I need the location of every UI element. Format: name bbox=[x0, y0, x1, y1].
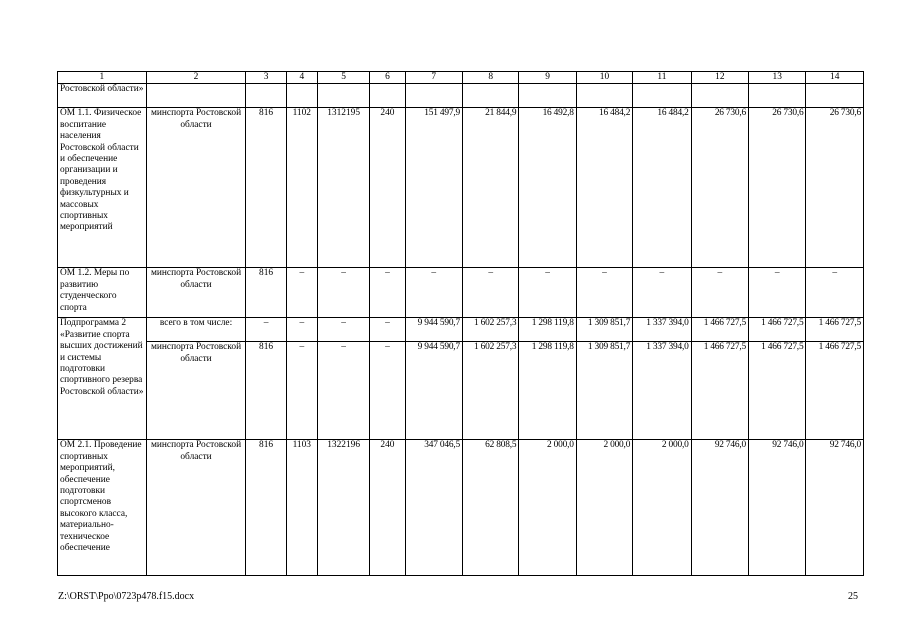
header-cell: 5 bbox=[317, 72, 369, 84]
cell: 1 602 257,3 bbox=[462, 342, 518, 440]
cell: 240 bbox=[370, 108, 405, 268]
measure-name: ОМ 1.2. Меры по развитию студенческого спорта bbox=[58, 268, 147, 318]
cell: 92 746,0 bbox=[806, 440, 864, 576]
executor: минспорта Ростовской области bbox=[146, 440, 246, 576]
cell: 151 497,9 bbox=[405, 108, 462, 268]
header-cell: 8 bbox=[462, 72, 518, 84]
cell: – bbox=[370, 318, 405, 342]
cell: 816 bbox=[246, 268, 286, 318]
cell bbox=[691, 84, 748, 108]
cell: 240 bbox=[370, 440, 405, 576]
cell bbox=[317, 84, 369, 108]
cell: – bbox=[317, 268, 369, 318]
header-cell: 11 bbox=[633, 72, 691, 84]
table-row bbox=[58, 268, 864, 318]
cell: – bbox=[246, 318, 286, 342]
header-cell: 10 bbox=[576, 72, 632, 84]
cell: 2 000,0 bbox=[633, 440, 691, 576]
cell: – bbox=[806, 268, 864, 318]
budget-table bbox=[57, 71, 864, 576]
cell: 1 466 727,5 bbox=[806, 342, 864, 440]
cell: – bbox=[405, 268, 462, 318]
table-body bbox=[58, 72, 864, 576]
cell bbox=[749, 84, 806, 108]
cell: 1 337 394,0 bbox=[633, 342, 691, 440]
cell: 1 466 727,5 bbox=[749, 318, 806, 342]
header-cell: 2 bbox=[146, 72, 246, 84]
cell: 1312195 bbox=[317, 108, 369, 268]
measure-name: Ростовской области» bbox=[58, 84, 147, 108]
cell: 1 337 394,0 bbox=[633, 318, 691, 342]
cell: 1 466 727,5 bbox=[806, 318, 864, 342]
header-cell: 1 bbox=[58, 72, 147, 84]
header-cell: 6 bbox=[370, 72, 405, 84]
cell: 1 309 851,7 bbox=[576, 342, 632, 440]
cell: – bbox=[370, 342, 405, 440]
cell: – bbox=[286, 268, 317, 318]
cell: – bbox=[749, 268, 806, 318]
cell: 16 484,2 bbox=[633, 108, 691, 268]
cell bbox=[806, 84, 864, 108]
cell: 1103 bbox=[286, 440, 317, 576]
cell: 1 466 727,5 bbox=[691, 318, 748, 342]
cell: – bbox=[370, 268, 405, 318]
cell: 816 bbox=[246, 440, 286, 576]
cell bbox=[246, 84, 286, 108]
table-row bbox=[58, 342, 864, 440]
table-row bbox=[58, 108, 864, 268]
cell: – bbox=[317, 318, 369, 342]
cell: 9 944 590,7 bbox=[405, 342, 462, 440]
cell: 1 602 257,3 bbox=[462, 318, 518, 342]
cell: – bbox=[691, 268, 748, 318]
cell: 92 746,0 bbox=[749, 440, 806, 576]
cell: 62 808,5 bbox=[462, 440, 518, 576]
header-cell: 12 bbox=[691, 72, 748, 84]
page-number: 25 bbox=[848, 591, 858, 602]
measure-name: ОМ 2.1. Проведение спортивных мероприятий, обеспечение подготовки спортсменов высокого класса, материально-техническое обеспечение bbox=[58, 440, 147, 576]
cell: 2 000,0 bbox=[576, 440, 632, 576]
cell: 26 730,6 bbox=[691, 108, 748, 268]
cell: – bbox=[286, 318, 317, 342]
cell: 9 944 590,7 bbox=[405, 318, 462, 342]
cell: – bbox=[576, 268, 632, 318]
cell bbox=[286, 84, 317, 108]
cell: 2 000,0 bbox=[519, 440, 576, 576]
executor: минспорта Ростовской области bbox=[146, 108, 246, 268]
table-row bbox=[58, 318, 864, 342]
header-cell: 3 bbox=[246, 72, 286, 84]
cell: 26 730,6 bbox=[806, 108, 864, 268]
cell: 1102 bbox=[286, 108, 317, 268]
table-row bbox=[58, 84, 864, 108]
cell bbox=[633, 84, 691, 108]
document-path: Z:\ORST\Ppo\0723p478.f15.docx bbox=[58, 591, 195, 602]
cell: 816 bbox=[246, 342, 286, 440]
header-cell: 7 bbox=[405, 72, 462, 84]
cell: 1 298 119,8 bbox=[519, 342, 576, 440]
cell: 1 309 851,7 bbox=[576, 318, 632, 342]
header-cell: 13 bbox=[749, 72, 806, 84]
cell: – bbox=[462, 268, 518, 318]
header-cell: 4 bbox=[286, 72, 317, 84]
cell: 16 492,8 bbox=[519, 108, 576, 268]
table-header-row bbox=[58, 72, 864, 84]
executor bbox=[146, 84, 246, 108]
executor: минспорта Ростовской области bbox=[146, 342, 246, 440]
executor: всего в том числе: bbox=[146, 318, 246, 342]
cell: 1322196 bbox=[317, 440, 369, 576]
executor: минспорта Ростовской области bbox=[146, 268, 246, 318]
cell: – bbox=[286, 342, 317, 440]
cell: 816 bbox=[246, 108, 286, 268]
cell: 92 746,0 bbox=[691, 440, 748, 576]
cell bbox=[405, 84, 462, 108]
cell: 26 730,6 bbox=[749, 108, 806, 268]
header-cell: 14 bbox=[806, 72, 864, 84]
cell: 1 298 119,8 bbox=[519, 318, 576, 342]
measure-name: Подпрограмма 2 «Развитие спорта высших достижений и системы подготовки спортивного резерва Ростовской области» bbox=[58, 318, 147, 440]
cell bbox=[519, 84, 576, 108]
cell: 347 046,5 bbox=[405, 440, 462, 576]
cell bbox=[370, 84, 405, 108]
cell: – bbox=[519, 268, 576, 318]
cell: – bbox=[633, 268, 691, 318]
cell: 1 466 727,5 bbox=[691, 342, 748, 440]
cell: 16 484,2 bbox=[576, 108, 632, 268]
cell: – bbox=[317, 342, 369, 440]
cell bbox=[576, 84, 632, 108]
cell: 1 466 727,5 bbox=[749, 342, 806, 440]
measure-name: ОМ 1.1. Физическое воспитание населения Ростовской области и обеспечение организации и проведения физкультурных и массовых спортивных мероприятий bbox=[58, 108, 147, 268]
cell bbox=[462, 84, 518, 108]
table-row bbox=[58, 440, 864, 576]
cell: 21 844,9 bbox=[462, 108, 518, 268]
header-cell: 9 bbox=[519, 72, 576, 84]
